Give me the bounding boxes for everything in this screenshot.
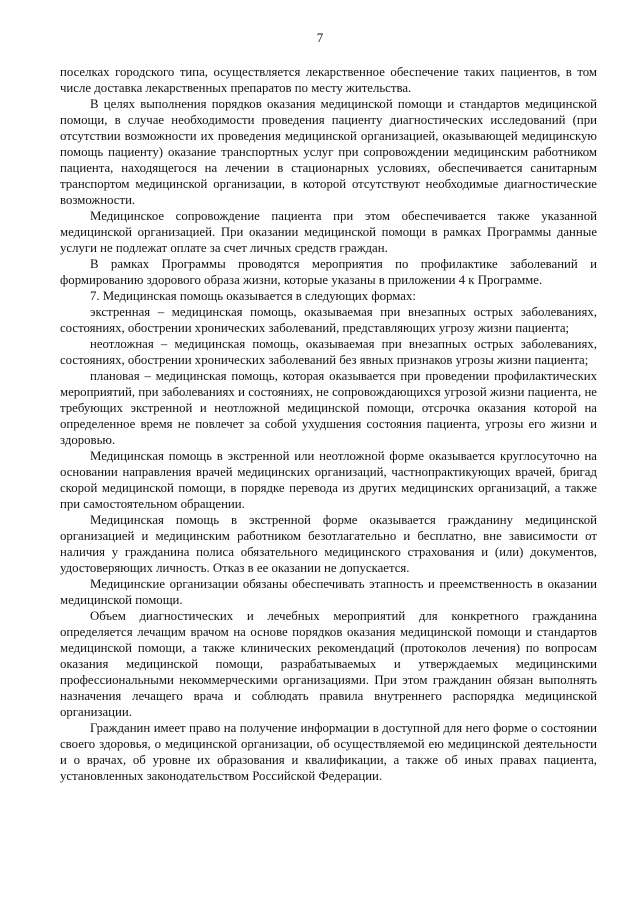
paragraph-free-emergency: Медицинская помощь в экстренной форме оказывается гражданину медицинской организацией и медицинским работником безотлагательно и бесплатно, вне зависимости от наличия у гражданина полиса обязательного медицинского страхования и (или) документов, удостоверяющих личность. Отказ в ее оказании не допускается. — [60, 513, 597, 575]
paragraph-treatment-scope: Объем диагностических и лечебных мероприятий для конкретного гражданина определяется лечащим врачом на основе порядков оказания медицинской помощи и стандартов медицинской помощи, а также клинических рекомендаций (протоколов лечения) по вопросам оказания медицинской помощи, разрабатываемых и утверждаемых медицинскими профессиональными некоммерческими организациями. При этом гражданин обязан выполнять назначения лечащего врача и соблюдать правила внутреннего распорядка медицинской организации. — [60, 609, 597, 719]
paragraph-prevention: В рамках Программы проводятся мероприятия по профилактике заболеваний и формированию здорового образа жизни, которые указаны в приложении 4 к Программе. — [60, 257, 597, 287]
paragraph-section-7: 7. Медицинская помощь оказывается в следующих формах: — [90, 289, 416, 303]
document-body — [60, 64, 597, 784]
paragraph-emergency-form: экстренная – медицинская помощь, оказываемая при внезапных острых заболеваниях, состояниях, обострении хронических заболеваний, представляющих угрозу жизни пациента; — [60, 305, 597, 335]
paragraph-continuation: поселках городского типа, осуществляется лекарственное обеспечение таких пациентов, в том числе доставка лекарственных препаратов по месту жительства. — [60, 65, 597, 95]
paragraph-round-the-clock: Медицинская помощь в экстренной или неотложной форме оказывается круглосуточно на основании направления врачей медицинских организаций, частнопрактикующих врачей, бригад скорой медицинской помощи, в порядке перевода из других медицинских организаций, а также при самостоятельном обращении. — [60, 449, 597, 511]
paragraph-escort: Медицинское сопровождение пациента при этом обеспечивается также указанной медицинской организацией. При оказании медицинской помощи в рамках Программы данные услуги не подлежат оплате за счет личных средств граждан. — [60, 209, 597, 255]
paragraph-urgent-form: неотложная – медицинская помощь, оказываемая при внезапных острых заболеваниях, состояниях, обострении хронических заболеваний без явных признаков угрозы жизни пациента; — [60, 337, 597, 367]
paragraph-continuity: Медицинские организации обязаны обеспечивать этапность и преемственность в оказании медицинской помощи. — [60, 577, 597, 607]
paragraph-transport: В целях выполнения порядков оказания медицинской помощи и стандартов медицинской помощи, в случае необходимости проведения пациенту диагностических исследований (при отсутствии возможности их проведения медицинской организацией, оказывающей медицинскую помощь пациенту) оказание транспортных услуг при сопровождении медицинским работником пациента, находящегося на лечении в стационарных условиях, обеспечивается санитарным транспортом медицинской организации, в которой отсутствуют необходимые диагностические возможности. — [60, 97, 597, 207]
paragraph-planned-form: плановая – медицинская помощь, которая оказывается при проведении профилактических мероприятий, при заболеваниях и состояниях, не сопровождающихся угрозой жизни пациента, не требующих экстренной и неотложной медицинской помощи, отсрочка оказания которой на определенное время не повлечет за собой ухудшения состояния пациента, угрозы его жизни и здоровью. — [60, 369, 597, 447]
page-number: 7 — [316, 30, 324, 45]
paragraph-patient-rights: Гражданин имеет право на получение информации в доступной для него форме о состоянии своего здоровья, о медицинской организации, об осуществляемой ею медицинской деятельности и о врачах, об уровне их образования и квалификации, а также об иных правах пациента, установленных законодательством Российской Федерации. — [60, 721, 597, 783]
